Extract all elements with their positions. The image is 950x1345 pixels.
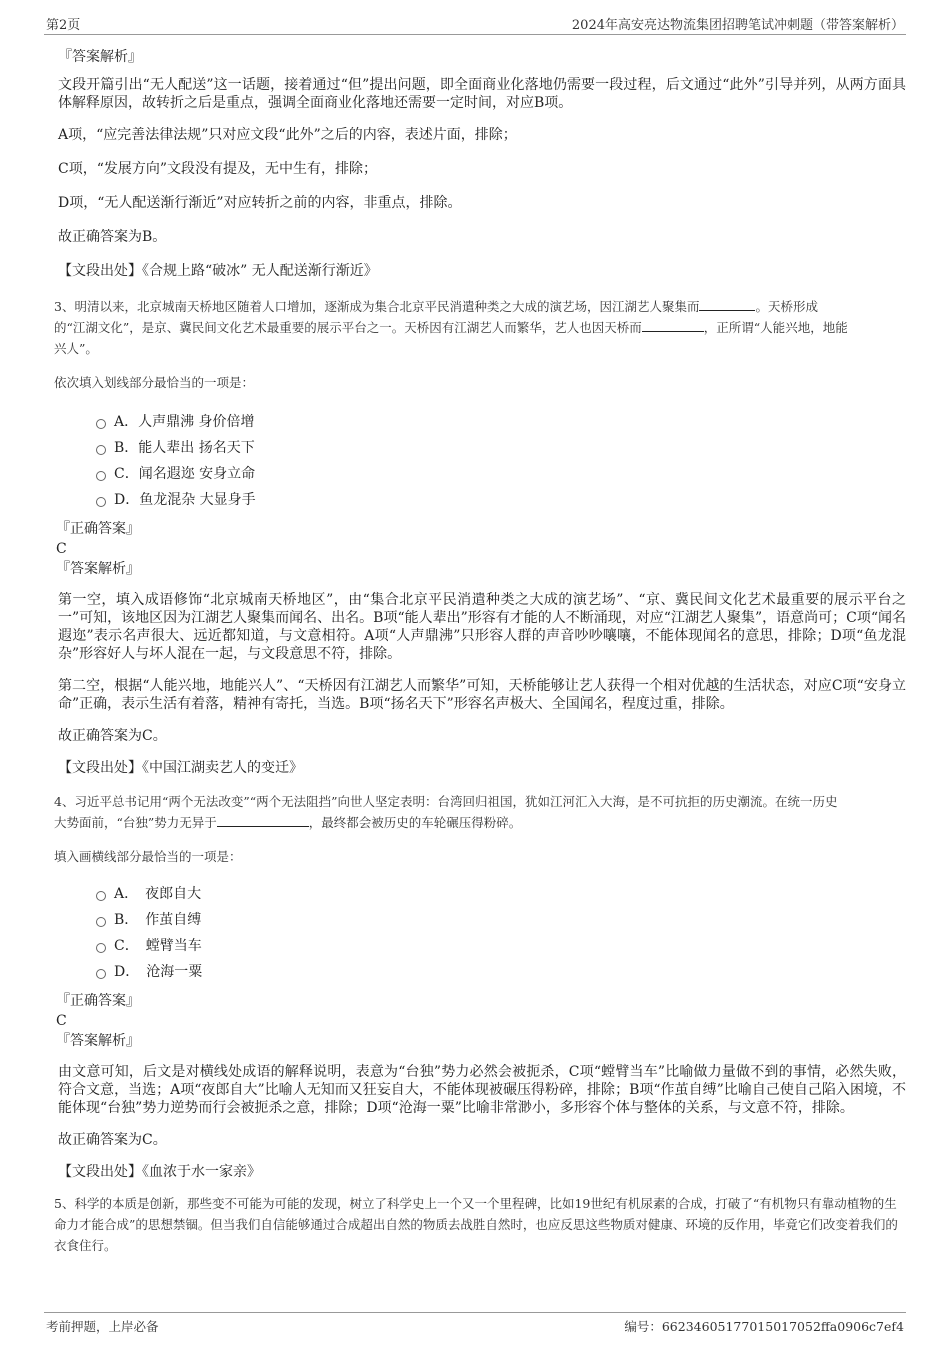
option-b[interactable]: [96, 435, 906, 461]
answer-conclusion: 故正确答案为C。: [58, 1132, 167, 1148]
answer-conclusion: 故正确答案为C。: [58, 728, 167, 744]
stem-text: 3、明清以来，北京城南天桥地区随着人口增加，逐渐成为集合北京平民消遣种类之大成的演艺场，因江湖艺人聚集而: [54, 299, 700, 314]
document-id: 编号：6623460517701501705​2ffa0906c7ef4: [624, 1319, 904, 1334]
analysis-label: 『答案解析』: [58, 49, 142, 65]
question-prompt: 填入画横线部分最恰当的一项是：: [54, 849, 242, 864]
fill-blank: [699, 297, 755, 311]
option-label: D． 沧海一粟: [114, 964, 203, 980]
page-number: 第2页: [46, 18, 81, 33]
question-prompt: 依次填入划线部分最恰当的一项是：: [54, 375, 255, 390]
question-3-stem: [54, 296, 906, 359]
correct-answer-label: 『正确答案』: [56, 521, 140, 537]
option-list: [96, 409, 906, 513]
analysis-paragraph: 文段开篇引出“无人配送”这一话题，接着通过“但”提出问题，即全面商业化落地仍需要一段过程，后文通过“此外”引导并列，从两方面具体解释原因，故转折之后是重点，强调全面商业化落地还需要一定时间，对应B项。: [58, 77, 906, 111]
option-d[interactable]: [96, 959, 906, 985]
fill-blank: [642, 318, 704, 332]
source-citation: 【文段出处】《合规上路“破冰” 无人配送渐行渐近》: [58, 263, 378, 279]
correct-answer-label: 『正确答案』: [56, 993, 140, 1009]
stem-text: 。天桥形成: [755, 299, 818, 314]
source-citation: 【文段出处】《血浓于水一家亲》: [58, 1164, 261, 1180]
analysis-paragraph: D项，“无人配送渐行渐近”对应转折之前的内容，非重点，排除。: [58, 195, 462, 211]
analysis-paragraph: 由文意可知，后文是对横线处成语的解释说明，表意为“台独”势力必然会被扼杀，C项“螳臂当车”比喻做力量做不到的事情，必然失败，符合文意，当选；A项“夜郎自大”比喻人无知而又狂妄自大，不能体现被碾压得粉碎，排除；B项“作茧自缚”比喻自己使自己陷入困境，不能体现“台独”势力逆势而行会被扼杀之意，排除；D项“沧海一粟”比喻非常渺小，多形容个体与整体的关系，与文意不符，排除。: [58, 1064, 906, 1116]
radio-icon[interactable]: [96, 497, 106, 507]
radio-icon[interactable]: [96, 419, 106, 429]
radio-icon[interactable]: [96, 445, 106, 455]
page-footer: [44, 1312, 906, 1335]
option-d[interactable]: [96, 487, 906, 513]
option-b[interactable]: [96, 907, 906, 933]
option-label: C．闻名遐迩 安身立命: [114, 466, 256, 482]
answer-conclusion: 故正确答案为B。: [58, 229, 167, 245]
analysis-label: 『答案解析』: [56, 1033, 140, 1049]
fill-blank: [217, 813, 309, 827]
question-5-stem: 5、科学的本质是创新，那些变不可能为可能的发现，树立了科学史上一个又一个里程碑，比如19世纪有机尿素的合成，打破了“有机物只有靠动植物的生命力才能合成”的思想禁锢。但当我们自信能够通过合成超出自然的物质去战胜自然时，也应反思这些物质对健康、环境的反作用，毕竟它们改变着我们的衣食住行。: [54, 1196, 898, 1253]
option-a[interactable]: [96, 409, 906, 435]
option-c[interactable]: [96, 933, 906, 959]
document-body: [44, 40, 906, 1256]
option-c[interactable]: [96, 461, 906, 487]
analysis-label: 『答案解析』: [56, 561, 140, 577]
stem-text: 4、习近平总书记用“两个无法改变”“两个无法阻挡”向世人坚定表明：台湾回归祖国，犹如江河汇入大海，是不可抗拒的历史潮流。在统一历史: [54, 794, 838, 809]
analysis-paragraph: 第一空，填入成语修饰“北京城南天桥地区”，由“集合北京平民消遣种类之大成的演艺场”、“京、冀民间文化艺术最重要的展示平台之一”可知，该地区因为江湖艺人聚集而闻名、出名。B项“能人辈出”形容有才能的人不断涌现，对应“江湖艺人聚集”，语意尚可；C项“闻名遐迩”表示名声很大、远近都知道，与文意相符。A项“人声鼎沸”只形容人群的声音吵吵嚷嚷，不能体现闻名的意思，排除；D项“鱼龙混杂”形容好人与坏人混在一起，与文段意思不符，排除。: [58, 592, 906, 662]
option-label: B．能人辈出 扬名天下: [114, 440, 255, 456]
option-label: B． 作茧自缚: [114, 912, 202, 928]
radio-icon[interactable]: [96, 943, 106, 953]
footer-slogan: 考前押题，上岸必备: [46, 1319, 159, 1334]
page-header: [44, 12, 906, 35]
option-label: D．鱼龙混杂 大显身手: [114, 492, 256, 508]
stem-text: 大势面前，“台独”势力无异于: [54, 815, 217, 830]
option-label: C． 螳臂当车: [114, 938, 202, 954]
source-citation: 【文段出处】《中国江湖卖艺人的变迁》: [58, 760, 303, 776]
option-label: A． 夜郎自大: [114, 886, 202, 902]
stem-text: 的“江湖文化”，是京、冀民间文化艺术最重要的展示平台之一。天桥因有江湖艺人而繁华，艺人也因天桥而: [54, 320, 642, 335]
correct-answer: C: [56, 1013, 67, 1029]
radio-icon[interactable]: [96, 917, 106, 927]
stem-text: 兴人”。: [54, 341, 98, 356]
option-list: [96, 881, 906, 985]
document-title: 2024年高安亮达物流集团招聘笔试冲刺题（带答案解析）: [571, 18, 904, 33]
analysis-paragraph: 第二空，根据“人能兴地，地能兴人”、“天桥因有江湖艺人而繁华”可知，天桥能够让艺人获得一个相对优越的生活状态，对应C项“安身立命”正确，表示生活有着落，精神有寄托，当选。B项“扬名天下”形容名声极大、全国闻名，程度过重，排除。: [58, 678, 906, 712]
stem-text: ，正所谓“人能兴地，地能: [703, 320, 848, 335]
option-label: A．人声鼎沸 身价倍增: [114, 414, 255, 430]
option-a[interactable]: [96, 881, 906, 907]
radio-icon[interactable]: [96, 969, 106, 979]
analysis-paragraph: A项，“应完善法律法规”只对应文段“此外”之后的内容，表述片面，排除；: [58, 127, 517, 143]
question-4-stem: [54, 791, 906, 833]
stem-text: ，最终都会被历史的车轮碾压得粉碎。: [308, 815, 522, 830]
analysis-paragraph: C项，“发展方向”文段没有提及，无中生有，排除；: [58, 161, 378, 177]
correct-answer: C: [56, 541, 67, 557]
radio-icon[interactable]: [96, 471, 106, 481]
radio-icon[interactable]: [96, 891, 106, 901]
